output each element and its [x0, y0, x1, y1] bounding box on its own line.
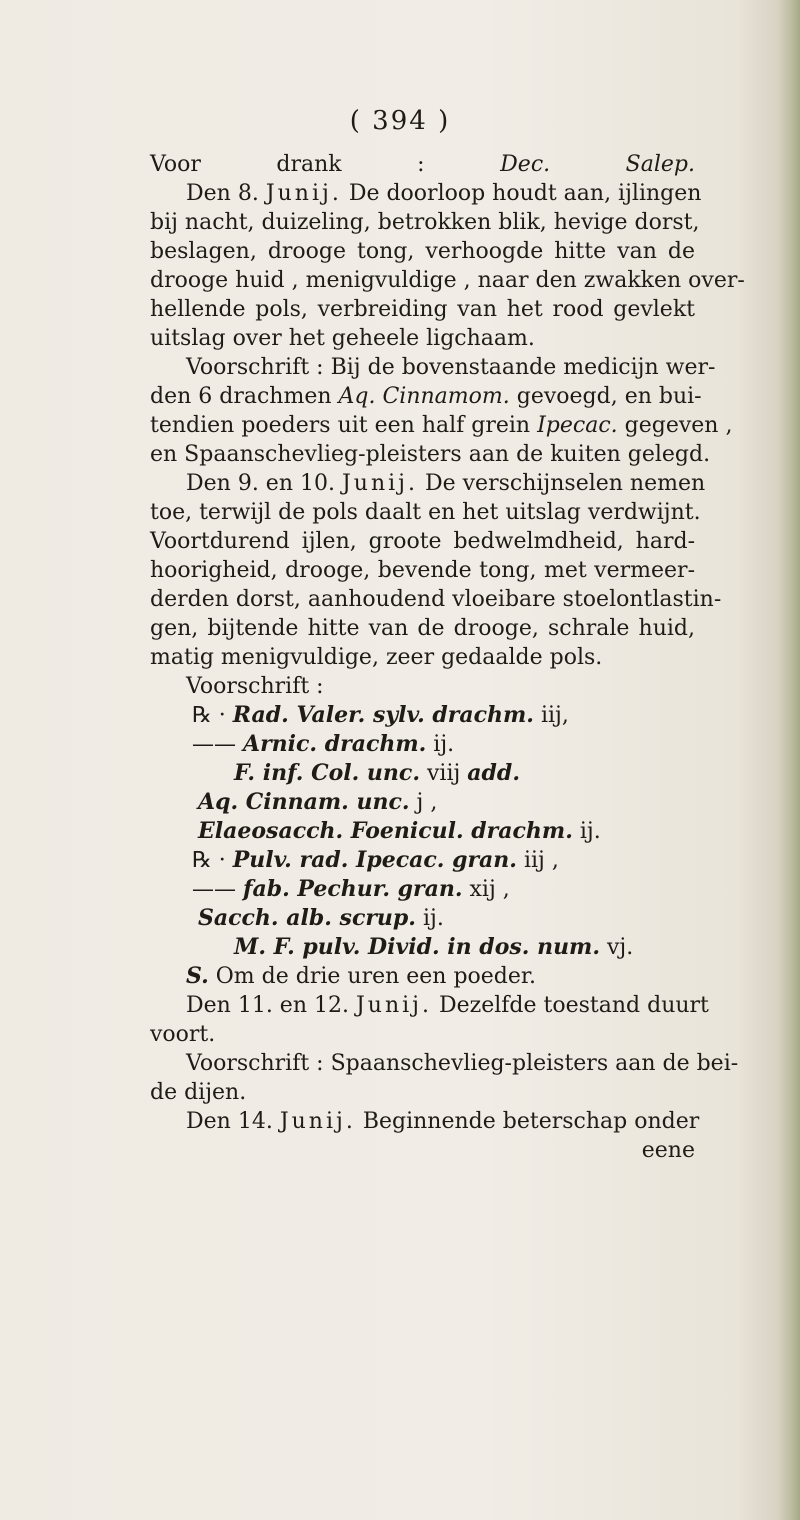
text-line: drooge huid , menigvuldige , naar den zwakken over-: [150, 268, 745, 293]
recipe-line: S. Om de drie uren een poeder.: [186, 963, 537, 989]
recipe-line: ℞ · Pulv. rad. Ipecac. gran. iij ,: [192, 847, 559, 873]
text-line: Voortdurend ijlen, groote bedwelmdheid, hard-: [150, 529, 695, 554]
recipe-line: Sacch. alb. scrup. ij.: [198, 905, 444, 931]
text-line: hoorigheid, drooge, bevende tong, met vermeer-: [150, 558, 695, 583]
text-line: uitslag over het geheele ligchaam.: [150, 326, 535, 351]
text-line: voort.: [150, 1022, 216, 1047]
text-line: Voorschrift :: [186, 674, 324, 699]
text-line: beslagen, drooge tong, verhoogde hitte van de: [150, 239, 695, 264]
text-line: gen, bijtende hitte van de drooge, schrale huid,: [150, 616, 695, 641]
catchword: eene: [641, 1138, 695, 1163]
text-line: bij nacht, duizeling, betrokken blik, hevige dorst,: [150, 210, 700, 235]
recipe-line: —— Arnic. drachm. ij.: [192, 731, 455, 757]
text-line: derden dorst, aanhoudend vloeibare stoelontlastin-: [150, 587, 722, 612]
text-line: Den 9. en 10. Junij. De verschijnselen nemen: [186, 471, 706, 496]
text-line: tendien poeders uit een half grein Ipecac. gegeven ,: [150, 413, 733, 438]
text-line: Den 11. en 12. Junij. Dezelfde toestand duurt: [186, 993, 709, 1018]
recipe-line: —— fab. Pechur. gran. xij ,: [192, 876, 510, 902]
recipe-line: Aq. Cinnam. unc. j ,: [198, 789, 438, 815]
text-line: Den 8. Junij. De doorloop houdt aan, ijlingen: [186, 181, 702, 206]
text-line: hellende pols, verbreiding van het rood gevlekt: [150, 297, 695, 322]
text-line: de dijen.: [150, 1080, 247, 1105]
text-line: toe, terwijl de pols daalt en het uitslag verdwijnt.: [150, 500, 701, 525]
recipe-line: ℞ · Rad. Valer. sylv. drachm. iij,: [192, 702, 569, 728]
recipe-line: F. inf. Col. unc. viij add.: [234, 760, 520, 786]
recipe-line: Elaeosacch. Foenicul. drachm. ij.: [198, 818, 601, 844]
text-line: den 6 drachmen Aq. Cinnamom. gevoegd, en bui-: [150, 384, 702, 409]
page-number: ( 394 ): [349, 106, 451, 136]
text-line: Voorschrift : Bij de bovenstaande medicijn wer-: [186, 355, 716, 380]
text-line: Den 14. Junij. Beginnende beterschap onder: [186, 1109, 700, 1134]
body-text: [150, 150, 745, 1165]
recipe-line: M. F. pulv. Divid. in dos. num. vj.: [234, 934, 634, 960]
text-line: matig menigvuldige, zeer gedaalde pols.: [150, 645, 603, 670]
page-edge-stain: [778, 0, 800, 1520]
text-line: Voorschrift : Spaanschevlieg-pleisters aan de bei-: [186, 1051, 739, 1076]
text-line: en Spaanschevlieg-pleisters aan de kuiten gelegd.: [150, 442, 711, 467]
text-line: Voor drank : Dec. Salep.: [150, 152, 695, 177]
